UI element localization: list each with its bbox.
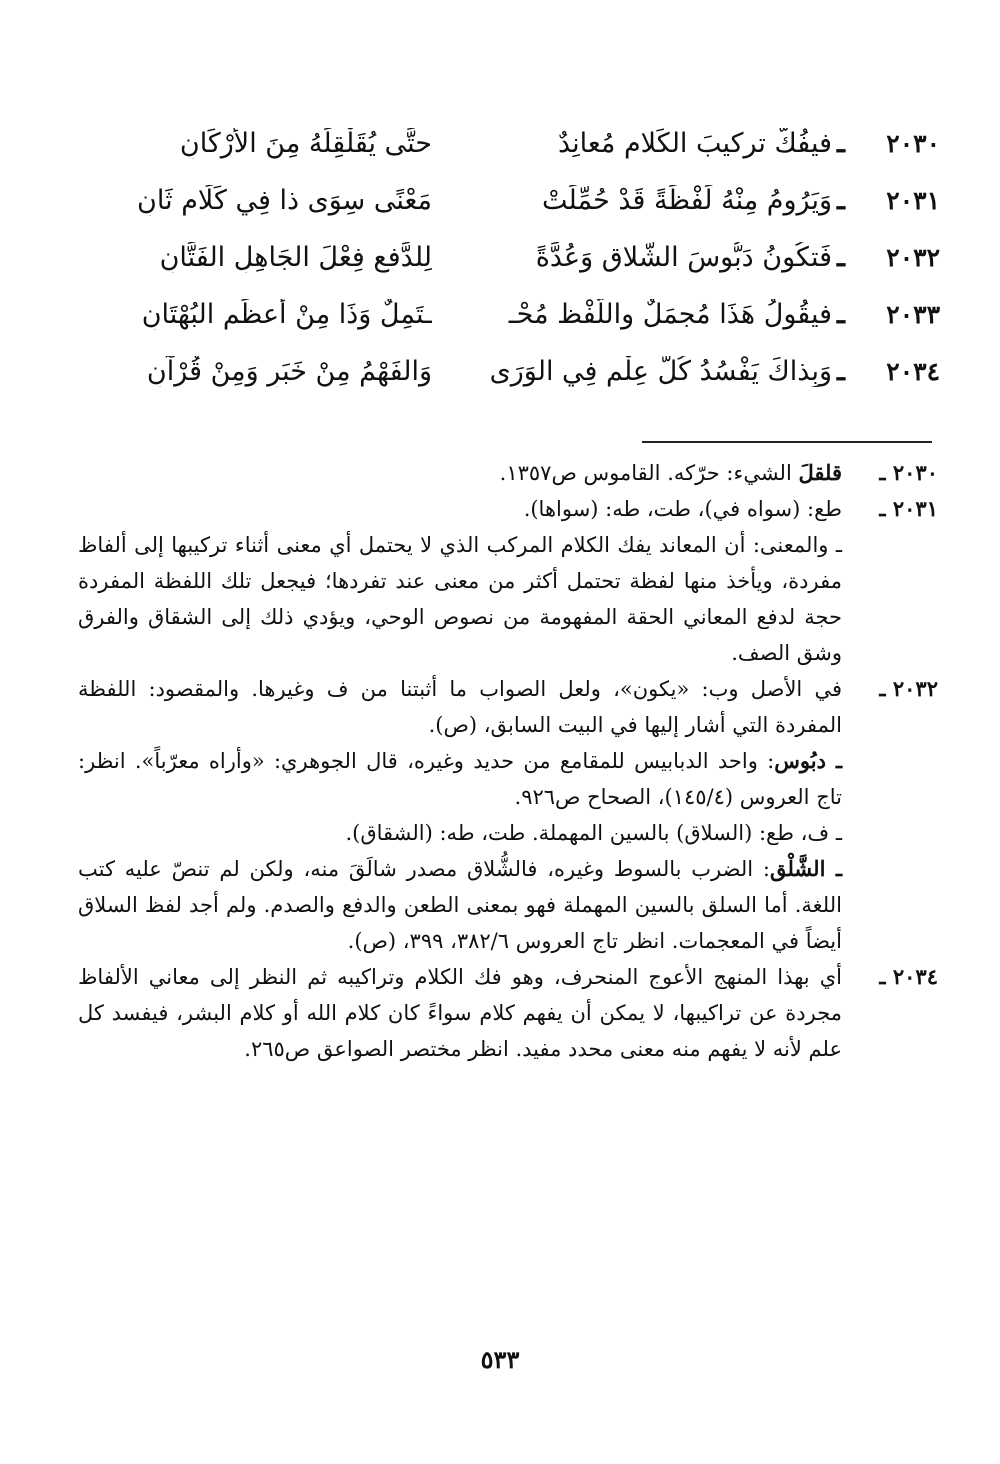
- footnote-paragraph: [78, 491, 842, 527]
- footnote-paragraph: [78, 815, 842, 851]
- verse-separator: ـ: [837, 185, 845, 216]
- verse-number: ٢٠٣٣: [886, 300, 940, 329]
- footnote-paragraph: [78, 743, 842, 815]
- footnote-number: ٢٠٣٠ ـ: [879, 460, 938, 485]
- verse-second-hemistich: وَالفَهْمُ مِنْ خَبَرٍ وَمِنْ قُرْآنِ: [146, 356, 432, 387]
- page-number: ٥٣٣: [480, 1345, 520, 1374]
- verse-second-hemistich: ـتَمِلٌ وَذَا مِنْ أعظَمِ البُهْتَانِ: [141, 299, 432, 330]
- footnote-divider: [642, 441, 932, 443]
- footnote-paragraph: [78, 671, 842, 743]
- footnote-text: في الأصل وب: «يكون»، ولعل الصواب ما أثبتنا من ف وغيرها. والمقصود: اللفظة المفردة التي أشار إليها في البيت السابق، (ص).: [78, 677, 842, 737]
- verse-separator: ـ: [837, 299, 845, 330]
- footnote-paragraph: [78, 851, 842, 959]
- verse-first-hemistich: فيفُكُّ تركيبَ الكَلامِ مُعانِدٌ: [557, 128, 832, 159]
- footnote: [78, 455, 938, 491]
- verse-number: ٢٠٣٤: [886, 357, 940, 386]
- footnote-number: ٢٠٣١ ـ: [879, 496, 938, 521]
- verse-first-hemistich: وَيَرُومُ مِنْهُ لَفْظَةً قَدْ حُمِّلَتْ: [542, 185, 832, 216]
- verse-second-hemistich: لِلدَّفعِ فِعْلَ الجَاهِلِ الفَتَّانِ: [159, 242, 432, 273]
- footnote-term: ـ دبُوس: [774, 748, 842, 773]
- verse-first-hemistich: فيقُولُ هَذَا مُجمَلٌ واللَّفْظ مُحْـ: [508, 299, 832, 330]
- verse-line: [70, 128, 940, 185]
- footnote-number: ٢٠٣٢ ـ: [879, 676, 938, 701]
- footnote-paragraph: [78, 527, 842, 671]
- footnote: [78, 959, 938, 1067]
- verse-line: [70, 299, 940, 356]
- footnote-number: ٢٠٣٤ ـ: [879, 964, 938, 989]
- verse-second-hemistich: حتَّى يُقَلْقِلَهُ مِنَ الأرْكَانِ: [179, 128, 432, 159]
- footnote-term: قلقلَ: [798, 460, 842, 485]
- verse-number: ٢٠٣٢: [886, 243, 940, 272]
- footnote-text: الشيء: حرّكه. القاموس ص١٣٥٧.: [499, 461, 799, 485]
- footnote-text: ـ والمعنى: أن المعاند يفك الكلام المركب الذي لا يحتمل أي معنى أثناء تركيبها إلى ألفاظ مفردة، ويأخذ منها لفظة تحتمل أكثر من معنى عند تفردها؛ فيجعل تلك اللفظة المفردة حجة لدفع المعاني الحقة المفهومة من نصوص الوحي، ويؤدي ذلك إلى الشقاق والفرق وشق الصف.: [78, 533, 842, 665]
- verse-first-hemistich: وَبِذاكَ يَفْسُدُ كُلُّ عِلْمٍ فِي الوَرَى: [489, 356, 832, 387]
- verse-second-hemistich: مَعْنًى سِوَى ذا فِي كَلَامٍ ثَانِ: [137, 185, 432, 216]
- footnote-text: : واحد الدبابيس للمقامع من حديد وغيره، قال الجوهري: «وأراه معرّباً». انظر: تاج العروس (١٤٥/٤)، الصحاح ص٩٢٦.: [78, 749, 842, 809]
- verse-first-hemistich: فَتكُونُ دَبُّوسَ الشُّلاقِ وَعُدَّةً: [535, 242, 832, 273]
- verse-number: ٢٠٣٠: [886, 129, 940, 158]
- verse-line: [70, 185, 940, 242]
- footnote-text: أي بهذا المنهج الأعوج المنحرف، وهو فك الكلام وتراكيبه ثم النظر إلى معاني الألفاظ مجردة عن تراكيبها، لا يمكن أن يفهم كلام سواءً كان كلام الله أو كلام البشر، فيفسد كل علم لأنه لا يفهم منه معنى محدد مفيد. انظر مختصر الصواعق ص٢٦٥.: [78, 965, 842, 1061]
- footnote-paragraph: [78, 959, 842, 1067]
- footnote-text: طع: (سواه في)، طت، طه: (سواها).: [523, 497, 842, 521]
- verse-number: ٢٠٣١: [886, 186, 940, 215]
- footnote-paragraph: [78, 455, 842, 491]
- footnote-term: ـ الشَّلْق: [769, 856, 842, 881]
- verses-block: [70, 128, 940, 413]
- footnote-text: ـ ف، طع: (السلاق) بالسين المهملة. طت، طه: (الشقاق).: [345, 821, 842, 845]
- footnote-text: : الضرب بالسوط وغيره، فالشُّلاق مصدر شالَقَ منه، ولكن لم تنصّ عليه كتب اللغة. أما السلق بالسين المهملة فهو بمعنى الطعن والدفع والصدم. ولم أجد لفظ السلاق أيضاً في المعجمات. انظر تاج العروس ٣٨٢/٦، ٣٩٩، (ص).: [78, 857, 842, 953]
- verse-separator: ـ: [837, 128, 845, 159]
- verse-line: [70, 242, 940, 299]
- footnote: [78, 491, 938, 671]
- verse-line: [70, 356, 940, 413]
- verse-separator: ـ: [837, 356, 845, 387]
- footnotes-block: [78, 455, 938, 1067]
- verse-separator: ـ: [837, 242, 845, 273]
- footnote: [78, 671, 938, 959]
